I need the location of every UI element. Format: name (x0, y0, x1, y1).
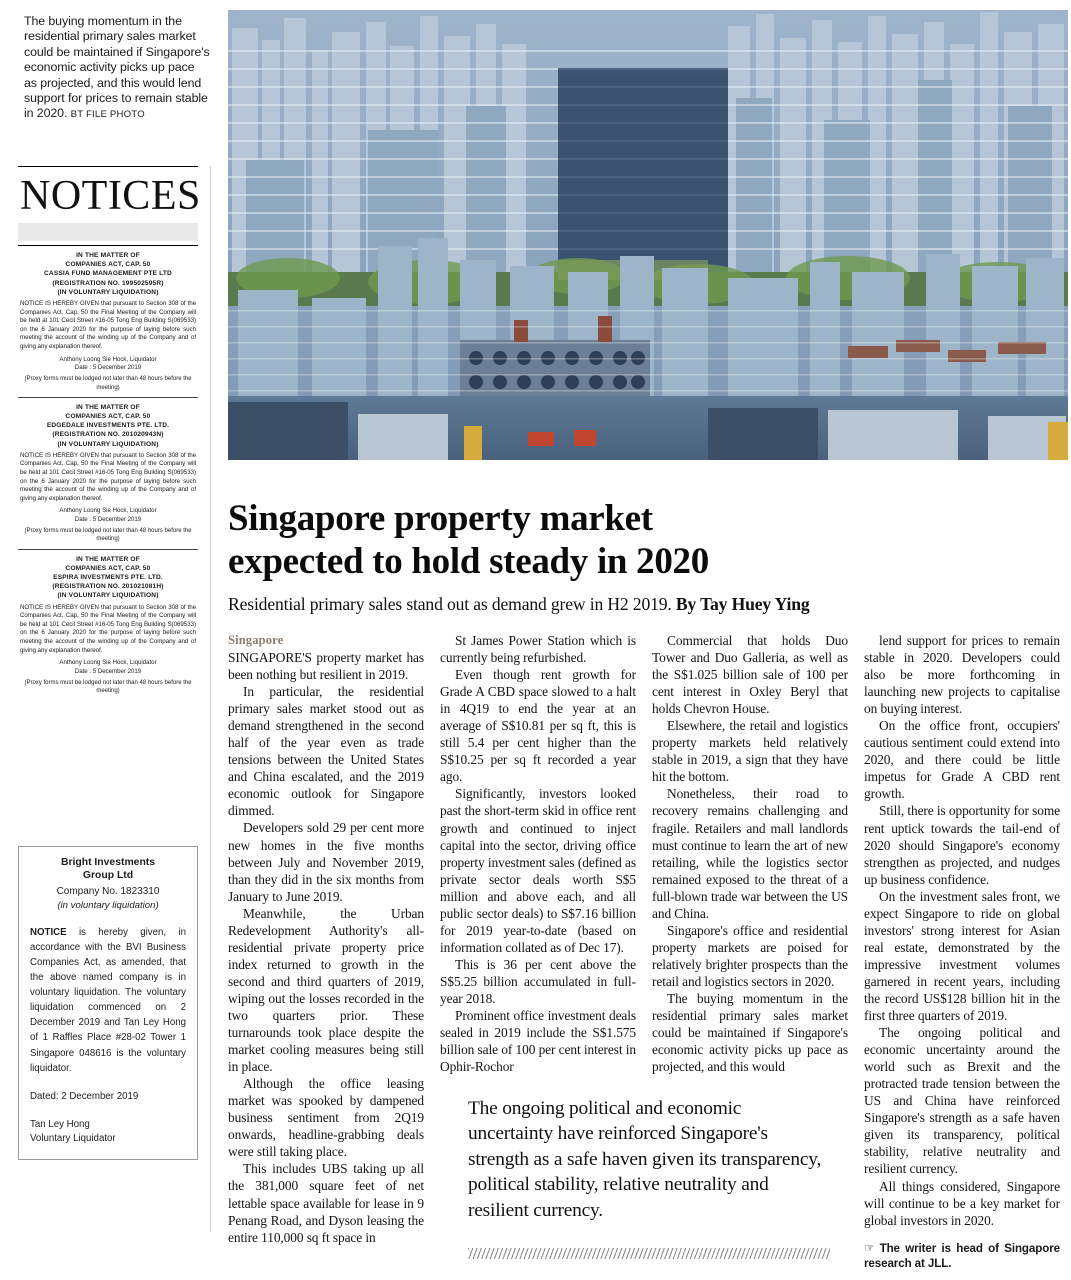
article-paragraph: Significantly, investors looked past the short-term skid in office rent growth and continued to inject capital into the sector, driving office property investment sales (defined as private sector deals worth S$5 million and above each, and all public sector deals) to S$7.16 billion for 2019 year-to-date (based on information collated as of Dec 17). (440, 786, 636, 955)
standfirst-text: Residential primary sales stand out as demand grew in H2 2019. (228, 594, 676, 614)
article-paragraph: In particular, the residential primary sales market stood out as demand strengthened in the second half of the year even as trade tensions between the United States and China escalated, and the 2019 economic outlook for Singapore dimmed. (228, 684, 424, 819)
article-paragraph: The ongoing political and economic uncertainty around the world such as Brexit and the protracted trade tension between the US and China have reinforced Singapore's strength as a safe haven given its transparency, political stability, relative neutrality and resilient currency. (864, 1025, 1060, 1177)
notice-proxy-note: (Proxy forms must be lodged not later than 48 hours before the meeting) (24, 376, 192, 391)
article-column-2 (440, 632, 636, 1075)
section-kicker: Singapore (228, 633, 284, 647)
notice-date: Date : 5 December 2019 (74, 363, 142, 371)
article-paragraph: This includes UBS taking up all the 381,000 square feet of net lettable space available for lease in 9 Penang Road, and Dyson leasing the entire 110,000 sq ft space in (228, 1161, 424, 1245)
notice-body: NOTICE IS HEREBY GIVEN that pursuant to Section 308 of the Companies Act, Cap. 50 the Final Meeting of the Company will be held at 101 Cecil Street #16-05 Tong Eng Building S(069533) on the 6 January 2020 for the purpose of laying before such meeting the account of the winding up of the Company and of giving any explanation thereof. (20, 603, 196, 654)
bright-notice-body (30, 925, 186, 1076)
article-paragraph: On the office front, occupiers' cautious sentiment could extend into 2020, and there could be little impetus for Grade A CBD rent growth. (864, 718, 1060, 802)
pull-quote: The ongoing political and economic uncertainty have reinforced Singapore's strength as a safe haven given its transparency, political stability, relative neutrality and resilient currency. (468, 1098, 822, 1221)
headline-line-2: expected to hold steady in 2020 (228, 541, 709, 583)
notice-header-line: COMPANIES ACT, CAP. 50 (65, 261, 151, 269)
article-paragraph: Meanwhile, the Urban Redevelopment Authority's all-residential private property price index returned to growth in the second and third quarters of 2019, wiping out the losses recorded in the two quarters prior. These turnarounds took place despite the market cooling measures being still in place. (228, 905, 424, 1075)
notice-header (20, 403, 196, 449)
byline: By Tay Huey Ying (675, 594, 810, 614)
article-paragraph: Even though rent growth for Grade A CBD space slowed to a halt in 4Q19 to end the year at an average of S$10.81 per sq ft, this is still 5.4 per cent higher than the S$10.25 per sq ft recorded a year ago. (440, 667, 636, 785)
left-rail (0, 0, 216, 1280)
notice-header-line: IN THE MATTER OF (76, 403, 140, 411)
notice-header-line: (REGISTRATION NO. 201020943N) (52, 431, 164, 439)
article-paragraph: lend support for prices to remain stable in 2020. Developers could also be more forthcoming in launching new projects to capitalise on buying interest. (864, 633, 1060, 717)
notice-header-line: (IN VOLUNTARY LIQUIDATION) (57, 440, 159, 448)
notice-header-line: (IN VOLUNTARY LIQUIDATION) (57, 592, 159, 600)
pointing-hand-icon: ☞ (864, 1240, 875, 1255)
bright-name-line1: Bright Investments (60, 857, 156, 868)
column-3-body (652, 632, 848, 1075)
notice-item (18, 246, 198, 397)
bright-signatory (30, 1118, 186, 1147)
writer-note-text: The writer is head of Singapore research at JLL. (864, 1241, 1060, 1271)
notice-signatory (20, 507, 196, 524)
notice-header-line: (REGISTRATION NO. 201021081H) (52, 583, 164, 591)
pull-quote-rule (468, 1248, 830, 1259)
notice-header-line: CASSIA FUND MANAGEMENT PTE LTD (44, 270, 172, 278)
notice-proxy-note: (Proxy forms must be lodged not later than 48 hours before the meeting) (24, 528, 192, 543)
notice-header (20, 251, 196, 297)
column-4-body (864, 632, 1060, 1229)
article-main (228, 0, 1071, 1280)
notice-header-line: IN THE MATTER OF (76, 252, 140, 259)
hero-photo (228, 10, 1068, 460)
notice-date: Date : 5 December 2019 (74, 667, 142, 675)
notice-signatory-name: Anthony Loong Sie Hock, Liquidator (59, 355, 157, 363)
article-paragraph: St James Power Station which is currently being refurbished. (440, 633, 636, 666)
article-column-4 (864, 632, 1060, 1272)
article-paragraph: This is 36 per cent above the S$5.25 billion accumulated in full-year 2018. (440, 956, 636, 1006)
notice-body: NOTICE IS HEREBY GIVEN that pursuant to Section 308 of the Companies Act, Cap. 50 the Final Meeting of the Company will be held at 101 Cecil Street #16-05 Tong Eng Building S(069533) on the 6 January 2020 for the purpose of laying before such meeting the account of the winding up of the Company and of giving any explanation thereof. (20, 451, 196, 502)
notices-masthead: NOTICES (20, 173, 201, 219)
skyline-illustration (228, 10, 1068, 460)
headline-line-1: Singapore property market (228, 497, 653, 539)
notices-list (18, 246, 198, 700)
bright-dated: Dated: 2 December 2019 (30, 1090, 139, 1102)
notice-signatory (20, 659, 196, 676)
notice-signatory-name: Anthony Loong Sie Hock, Liquidator (59, 507, 157, 515)
notice-header-line: (REGISTRATION NO. 199502595R) (52, 279, 164, 287)
article-paragraph: Commercial that holds Duo Tower and Duo Galleria, as well as the S$1.025 billion sale of 100 per cent interest in Oxley Beryl that holds Chevron House. (652, 633, 848, 717)
notice-proxy-note: (Proxy forms must be lodged not later than 48 hours before the meeting) (24, 679, 192, 695)
photo-credit: BT FILE PHOTO (70, 109, 145, 121)
article-paragraph: On the investment sales front, we expect Singapore to ride on global investors' strong interest for Asian real estate, demonstrated by the impressive investment volumes garnered in recent years, including the record US$128 billion hit in the first three quarters of 2019. (864, 888, 1060, 1024)
notice-body: NOTICE IS HEREBY GIVEN that pursuant to Section 308 of the Companies Act, Cap. 50 the Final Meeting of the Company will be held at 101 Cecil Street #16-05 Tong Eng Building S(069533) on the 6 January 2020 for the purpose of laying before such meeting the account of the winding up of the Company and of giving any explanation thereof. (20, 300, 196, 350)
notices-grey-bar (18, 223, 198, 241)
column-2-body (440, 632, 636, 1075)
photo-caption (24, 14, 210, 123)
notice-header-line: COMPANIES ACT, CAP. 50 (65, 564, 151, 572)
notice-signatory (20, 356, 196, 373)
article-paragraph: Elsewhere, the retail and logistics property markets held relatively stable in 2019, a sign that they have hit the bottom. (652, 718, 848, 785)
notice-header-line: IN THE MATTER OF (76, 555, 140, 563)
notice-signatory-name: Anthony Loong Sie Hock, Liquidator (59, 659, 157, 667)
article-column-1 (228, 632, 424, 1246)
bright-status: (in voluntary liquidation) (57, 899, 159, 911)
bright-name-line2: Group Ltd (82, 870, 134, 882)
notice-header-line: ESPIRA INVESTMENTS PTE. LTD. (53, 574, 163, 581)
notice-date: Date : 5 December 2019 (74, 515, 142, 523)
article-paragraph: All things considered, Singapore will continue to be a key market for global investors in 2020. (864, 1178, 1060, 1228)
article-paragraph: SINGAPORE'S property market has been nothing but resilient in 2019. (228, 650, 424, 683)
standfirst (228, 592, 1058, 616)
notice-header (20, 555, 196, 601)
article-paragraph: The buying momentum in the residential primary sales market could be maintained if Singapore's economic activity picks up pace as projected, and this would (652, 990, 848, 1075)
notices-section (18, 166, 201, 700)
bright-signatory-name: Tan Ley Hong (30, 1118, 90, 1130)
bright-notice-word: NOTICE (30, 926, 67, 938)
notice-item (18, 397, 198, 549)
bright-signatory-title: Voluntary Liquidator (30, 1133, 116, 1145)
article-column-3 (652, 632, 848, 1075)
notice-item (18, 549, 198, 701)
column-1-body (228, 649, 424, 1246)
writer-note (864, 1241, 1060, 1272)
rail-divider (210, 166, 211, 1232)
article-paragraph: Developers sold 29 per cent more new homes in the five months between July and November 2019, than they did in the six months from January to June 2019. (228, 820, 424, 904)
notice-header-line: (IN VOLUNTARY LIQUIDATION) (57, 288, 159, 296)
article-paragraph: Still, there is opportunity for some rent uptick towards the tail-end of 2020 should Singapore's economy strengthen as projected, and nudges up business confidence. (864, 803, 1060, 887)
photo-caption-text: The buying momentum in the residential primary sales market could be maintained if Singapore's economic activity picks up pace as projected, and this would lend support for prices to remain stable in 2020. (24, 14, 210, 121)
article-paragraph: Although the office leasing market was spooked by dampened business sentiment from 2Q19 onwards, headline-grabbing deals were still taking place. (228, 1076, 424, 1160)
article-paragraph: Nonetheless, their road to recovery remains challenging and fragile. Retailers and mall landlords must continue to learn the art of new retailing, while the logistics sector remained exposed to the threat of a full-blown trade war between the US and China. (652, 786, 848, 921)
bright-notice-text: is hereby given, in accordance with the BVI Business Companies Act, as amended, that the above named company is in voluntary liquidation. The voluntary liquidation commenced on 2 December 2019 and Tan Ley Hong of 1 Raffles Place #28-02 Tower 1 Singapore 048616 is the voluntary liquidator. (30, 926, 186, 1074)
bright-investments-notice (18, 846, 198, 1160)
notice-header-line: COMPANIES ACT, CAP. 50 (65, 413, 151, 420)
article-paragraph: Prominent office investment deals sealed in 2019 include the S$1.575 billion sale of 100 per cent interest in Ophir-Rochor (440, 1008, 636, 1075)
bright-company-no: Company No. 1823310 (56, 885, 160, 897)
notice-header-line: EDGEDALE INVESTMENTS PTE. LTD. (46, 422, 170, 430)
page-title (228, 497, 928, 584)
article-paragraph: Singapore's office and residential property markets are poised for relatively brighter prospects than the retail and logistics sectors in 2020. (652, 922, 848, 989)
